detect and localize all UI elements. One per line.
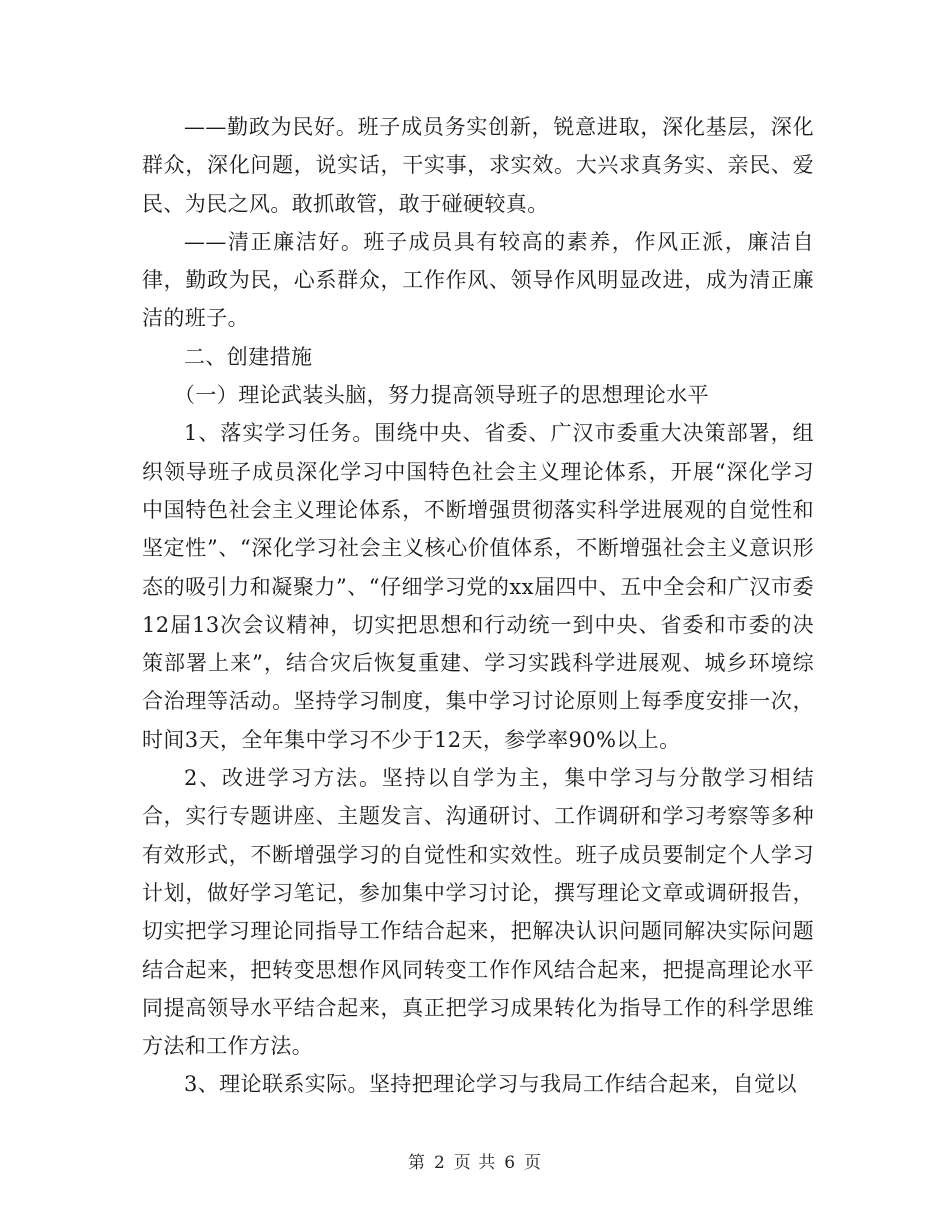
footer-total-pages: 6 xyxy=(504,1153,517,1173)
paragraph-study-methods: 2、改进学习方法。坚持以自学为主，集中学习与分散学习相结合，实行专题讲座、主题发言、沟通研讨、工作调研和学习考察等多种有效形式，不断增强学习的自觉性和实效性。班子成员要制定个人学习计划，做好学习笔记，参加集中学习讨论，撰写理论文章或调研报告，切实把学习理论同指导工作结合起来，把解决认识问题同解决实际问题结合起来，把转变思想作风同转变工作作风结合起来，把提高理论水平同提高领导水平结合起来，真正把学习成果转化为指导工作的科学思维方法和工作方法。 xyxy=(142,766,814,1059)
section-heading-measures: 二、创建措施 xyxy=(184,344,313,369)
document-body xyxy=(142,108,814,1104)
footer-middle: 页 共 xyxy=(453,1153,497,1173)
paragraph-theory-practice: 3、理论联系实际。坚持把理论学习与我局工作结合起来，自觉以 xyxy=(184,1072,797,1097)
paragraph-integrity: ——清正廉洁好。班子成员具有较高的素养，作风正派，廉洁自律，勤政为民，心系群众，工作作风、领导作风明显改进，成为清正廉洁的班子。 xyxy=(142,229,814,331)
subsection-heading-theory: （一）理论武装头脑，努力提高领导班子的思想理论水平 xyxy=(174,383,709,408)
footer-suffix: 页 xyxy=(524,1153,543,1173)
page-footer xyxy=(0,1148,950,1173)
footer-current-page: 2 xyxy=(433,1153,446,1173)
footer-prefix: 第 xyxy=(407,1153,426,1173)
paragraph-study-tasks: 1、落实学习任务。围绕中央、省委、广汉市委重大决策部署，组织领导班子成员深化学习中国特色社会主义理论体系，开展“深化学习中国特色社会主义理论体系，不断增强贯彻落实科学进展观的自觉性和坚定性”、“深化学习社会主义核心价值体系，不断增强社会主义意识形态的吸引力和凝聚力”、“仔细学习党的xx届四中、五中全会和广汉市委12届13次会议精神，切实把思想和行动统一到中央、省委和市委的决策部署上来”，结合灾后恢复重建、学习实践科学进展观、城乡环境综合治理等活动。坚持学习制度，集中学习讨论原则上每季度安排一次，时间3天，全年集中学习不少于12天，参学率90%以上。 xyxy=(142,421,814,752)
paragraph-diligence: ——勤政为民好。班子成员务实创新，锐意进取，深化基层，深化群众，深化问题，说实话，干实事，求实效。大兴求真务实、亲民、爱民、为民之风。敢抓敢管，敢于碰硬较真。 xyxy=(142,115,814,216)
